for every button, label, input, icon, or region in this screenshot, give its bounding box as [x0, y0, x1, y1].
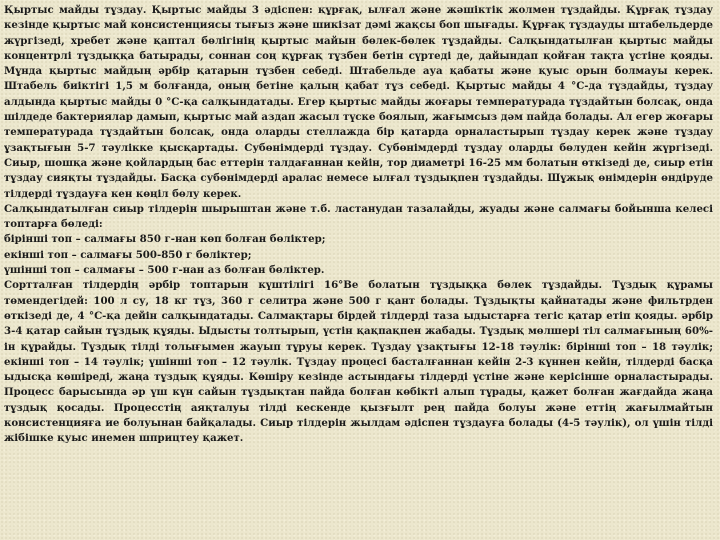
- paragraph-main: Қыртыс майды тұздау. Қыртыс майды 3 әдіспен: құрғақ, ылғал және жәшіктік жолмен тұздайды. Құрғақ тұздау кезінде қыртыс май консистенциясы тығыз және шикізат дәмі жақсы боп шығады. Құрғақ тұздауды штабельдерде жүргізеді, хребет және қаптал бөлігінің қыртыс майын бөлек-бөлек тұздайды. Салқындатылған қыртыс майды концентрлі тұздыққа батырады, соннан соң құрғақ тұзбен бетін сүртеді де, дайындап қойған тақта үстіне қояды. Мұнда қыртыс майдың әрбір қатарын тұзбен себеді. Штабельде ауа қабаты және қуыс орын болмауы керек. Штабель биіктігі 1,5 м болғанда, оның бетіне қалың қабат тұз себеді. Қыртыс майды 4 °С-да тұздайды, тұздау алдында қыртыс майды 0 °С-қа салқындатады. Егер қыртыс майды жоғары температурада тұздайтын болсақ, онда шілдеде бактериялар дамып, қыртыс май аздап жасыл түске боялып, жағымсыз дәм пайда болады. Ал егер жоғары температурада тұздайтын болсақ, онда оларды стеллажда бір қатарда орналастырып тұздау керек және тұздау ұзақтығын 5-7 тәулікке қысқартады. Субөнімдерді тұздау. Субөнімдерді тұздау оларды бөлуден кейін жүргізеді. Сиыр, шошқа және қойлардың бас еттерін талдағаннан кейін, тор диаметрі 16-25 мм болатын өткізеді де, сиыр етін тұздау сияқты тұздайды. Басқа субөнімдерді аралас немесе ылғал тұздықпен тұздайды. Шұжық өнімдерін өндіруде тілдерді тұздауға кен көңіл бөлу керек.: [4, 4, 713, 200]
- list-item-group-3: үшінші топ – салмағы – 500 г-нан аз болған бөліктер.: [4, 264, 325, 277]
- list-item-group-2: екінші топ – салмағы 500-850 г бөліктер;: [4, 248, 252, 261]
- paragraph-salting-process: Сортталған тілдердің әрбір топтарын күштілігі 16°Ве болатын тұздыққа бөлек тұздайды. Тұздық құрамы төмендегідей: 100 л су, 18 кг тұз, 360 г селитра және 500 г қант болады. Тұздықты қайнатады және фильтрден өткізеді де, 4 °С-қа дейін салқындатады. Салмақтары бірдей тілдерді таза ыдыстарға тегіс қатар етіп қояды. әрбір 3-4 қатар сайын тұздық құяды. Ыдысты толтырып, үстін қақпақпен жабады. Тұздық мөлшері тіл салмағының 60%-ін құрайды. Тұздық тілді толығымен жауып тұруы керек. Тұздау ұзақтығы 12-18 тәулік: бірінші топ – 18 тәулік; екінші топ – 14 тәулік; үшінші топ – 12 тәулік. Тұздау процесі басталғаннан кейін 2-3 күннен кейін, тілдерді басқа ыдысқа көшіреді, жаңа тұздық құяды. Көшіру кезінде астындағы тілдерді үстіне және керісінше орналастырады. Процесс барысында әр үш күн сайын тұздықтан пайда болған көбікті алып тұрады, қажет болған жағдайда жаңа тұздық қосады. Процесстің аяқталуы тілді кескенде қызғылт рең пайда болуы және еттің жағылмайтын консистенцияға ие болуынан байқалады. Сиыр тілдерін жылдам әдіспен тұздауға болады (4-5 тәулік), ол үшін тілді жібішке қуыс инемен шприцтеу қажет.: [4, 279, 713, 445]
- document-page: [4, 3, 713, 537]
- list-item-group-1: бірінші топ – салмағы 850 г-нан көп болған бөліктер;: [4, 233, 326, 246]
- paragraph-tongue-prep: Салқындатылған сиыр тілдерін шырыштан және т.б. ластанудан тазалайды, жуады және салмағы бойынша келесі топтарға бөледі:: [4, 202, 713, 231]
